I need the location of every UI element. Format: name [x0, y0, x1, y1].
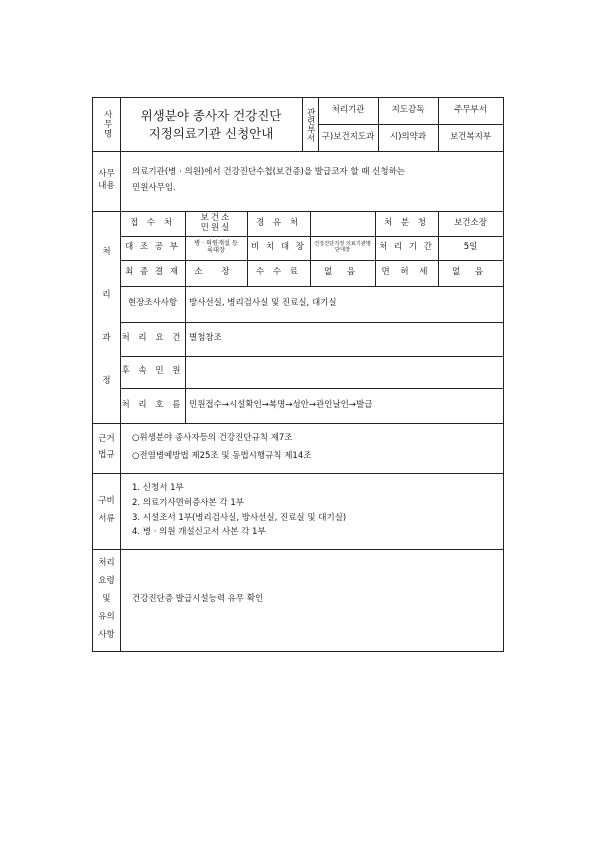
notes-label-part: 사항 — [98, 630, 115, 641]
legal-label-line-2: 법규 — [98, 450, 115, 460]
via-label — [247, 211, 310, 236]
requirements-label-text: 처 리 요 건 — [121, 333, 184, 344]
form-title — [120, 98, 302, 151]
process-label-char: 과 — [102, 332, 111, 343]
site-inspection-label — [120, 286, 185, 322]
site-inspection-label-text: 현장조사사항 — [127, 298, 178, 309]
followup-label-text: 후 속 민 원 — [121, 366, 184, 377]
related-dept-label — [302, 98, 318, 151]
legal-basis-label — [93, 423, 120, 473]
requirements-value-text: 별첨참조 — [189, 333, 222, 344]
content-label — [93, 151, 120, 211]
ledger-label-text: 대 조 공 부 — [125, 242, 180, 253]
legal-label-line-1: 근거 — [98, 434, 115, 445]
procedure-label-text: 처 리 호 름 — [121, 399, 184, 410]
process-label-char: 처 — [102, 246, 111, 257]
documents-list — [120, 473, 503, 549]
dept-header-text: 지도감독 — [391, 105, 425, 116]
final-approval-value — [185, 260, 247, 286]
dept-header-processing — [318, 98, 378, 124]
license-tax-value-text: 없 음 — [451, 267, 490, 278]
dept-value-processing — [318, 124, 378, 151]
notes-label-part: 요령 — [98, 576, 115, 587]
ledger-value-text: 병 · 의원개설 등록대장 — [194, 240, 238, 254]
notes-label-part: 처리 — [98, 558, 115, 569]
notes-label-part: 유의 — [98, 612, 115, 623]
period-label-text: 처 리 기 간 — [379, 242, 434, 253]
dept-value-text: 구)보건지도과 — [321, 131, 375, 142]
content-line-1: 의료기관(병 · 의원)에서 건강진단수첩(보건증)을 발급코자 할 때 신청하는 — [132, 167, 406, 178]
content-description — [120, 151, 503, 211]
reception-label — [120, 211, 185, 236]
notes-label — [93, 549, 120, 651]
period-value-text: 5일 — [463, 242, 478, 253]
reception-label-text: 접 수 처 — [129, 217, 176, 228]
process-label-char: 리 — [102, 289, 111, 300]
disposal-value — [438, 211, 503, 236]
period-label — [375, 236, 438, 260]
followup-label — [120, 356, 185, 388]
legal-basis-list — [120, 423, 503, 473]
ledger-value — [185, 236, 247, 260]
followup-value — [185, 356, 503, 388]
fee-value — [310, 260, 375, 286]
disposal-label-text: 처 분 청 — [383, 217, 430, 228]
disposal-label — [375, 211, 438, 236]
period-value — [438, 236, 503, 260]
content-label-line-1: 사무 — [98, 169, 115, 180]
via-value — [310, 211, 375, 236]
dept-value-text: 시)의약과 — [389, 131, 427, 142]
fee-label-text: 수 수 료 — [255, 267, 302, 278]
dept-header-supervision — [378, 98, 438, 124]
dept-header-main — [438, 98, 503, 124]
document-item: 2. 의료기사면허증사본 각 1부 — [132, 497, 244, 508]
related-dept-label-text: 관련부서 — [305, 107, 316, 142]
disposal-value-text: 보건소장 — [454, 217, 487, 228]
license-tax-value — [438, 260, 503, 286]
title-line-1: 위생분야 종사자 건강진단 — [140, 108, 282, 123]
notes-text — [120, 549, 503, 651]
dept-header-text: 주무부서 — [454, 105, 487, 116]
documents-label — [93, 473, 120, 549]
secret-label-text: 비 치 대 장 — [251, 242, 306, 253]
document-item: 1. 신청서 1부 — [132, 482, 184, 493]
via-label-text: 경 유 처 — [255, 217, 302, 228]
license-tax-label-text: 면 허 세 — [381, 267, 432, 278]
site-inspection-value — [185, 286, 503, 322]
reception-value-text: 보건소 민원실 — [200, 212, 232, 233]
reception-value — [185, 211, 247, 236]
notes-label-part: 및 — [102, 594, 111, 605]
fee-value-text: 없 음 — [323, 267, 362, 278]
dept-value-main — [438, 124, 503, 151]
fee-label — [247, 260, 310, 286]
section-label-text: 사무명 — [102, 110, 113, 139]
final-approval-label-text: 최 종 결 재 — [125, 267, 180, 278]
application-guide-form — [92, 97, 504, 652]
process-label — [93, 211, 120, 423]
requirements-label — [120, 322, 185, 356]
title-line-2: 지정의료기관 신청안내 — [148, 125, 274, 141]
legal-basis-item: ○전염병예방법 제25조 및 동법시행규칙 제14조 — [132, 451, 312, 461]
procedure-label — [120, 388, 185, 423]
documents-label-line-1: 구비 — [98, 496, 115, 507]
secret-value-text: 건강진단지정 의료기관명단대장 — [314, 241, 371, 253]
requirements-value — [185, 322, 503, 356]
dept-value-text: 보건복지부 — [449, 131, 492, 142]
legal-basis-item: ○위생분야 종사자등의 건강진단규칙 제7조 — [132, 433, 293, 444]
dept-value-supervision — [378, 124, 438, 151]
section-label — [93, 98, 120, 151]
content-line-2: 민원사무임. — [132, 183, 176, 193]
site-inspection-value-text: 방사선실, 병리검사실 및 진료실, 대기실 — [189, 298, 337, 309]
final-approval-value-text: 소 장 — [194, 267, 238, 278]
document-item: 3. 시설조서 1부(병리검사실, 방사선실, 진료실 및 대기실) — [132, 512, 347, 523]
document-item: 4. 병 · 의원 개설신고서 사본 각 1부 — [132, 527, 266, 538]
content-label-line-2: 내용 — [98, 181, 115, 191]
secret-label — [247, 236, 310, 260]
secret-value — [310, 236, 375, 260]
ledger-label — [120, 236, 185, 260]
dept-header-text: 처리기관 — [331, 105, 365, 116]
final-approval-label — [120, 260, 185, 286]
documents-label-line-2: 서류 — [98, 514, 115, 524]
license-tax-label — [375, 260, 438, 286]
process-label-char: 정 — [102, 375, 111, 386]
procedure-flow-text: 민원접수→시설확인→복명→성안→관인날인→발급 — [189, 399, 373, 410]
procedure-flow — [185, 388, 503, 423]
notes-text-value: 건강진단증 발급시설능력 유무 확인 — [132, 594, 264, 605]
